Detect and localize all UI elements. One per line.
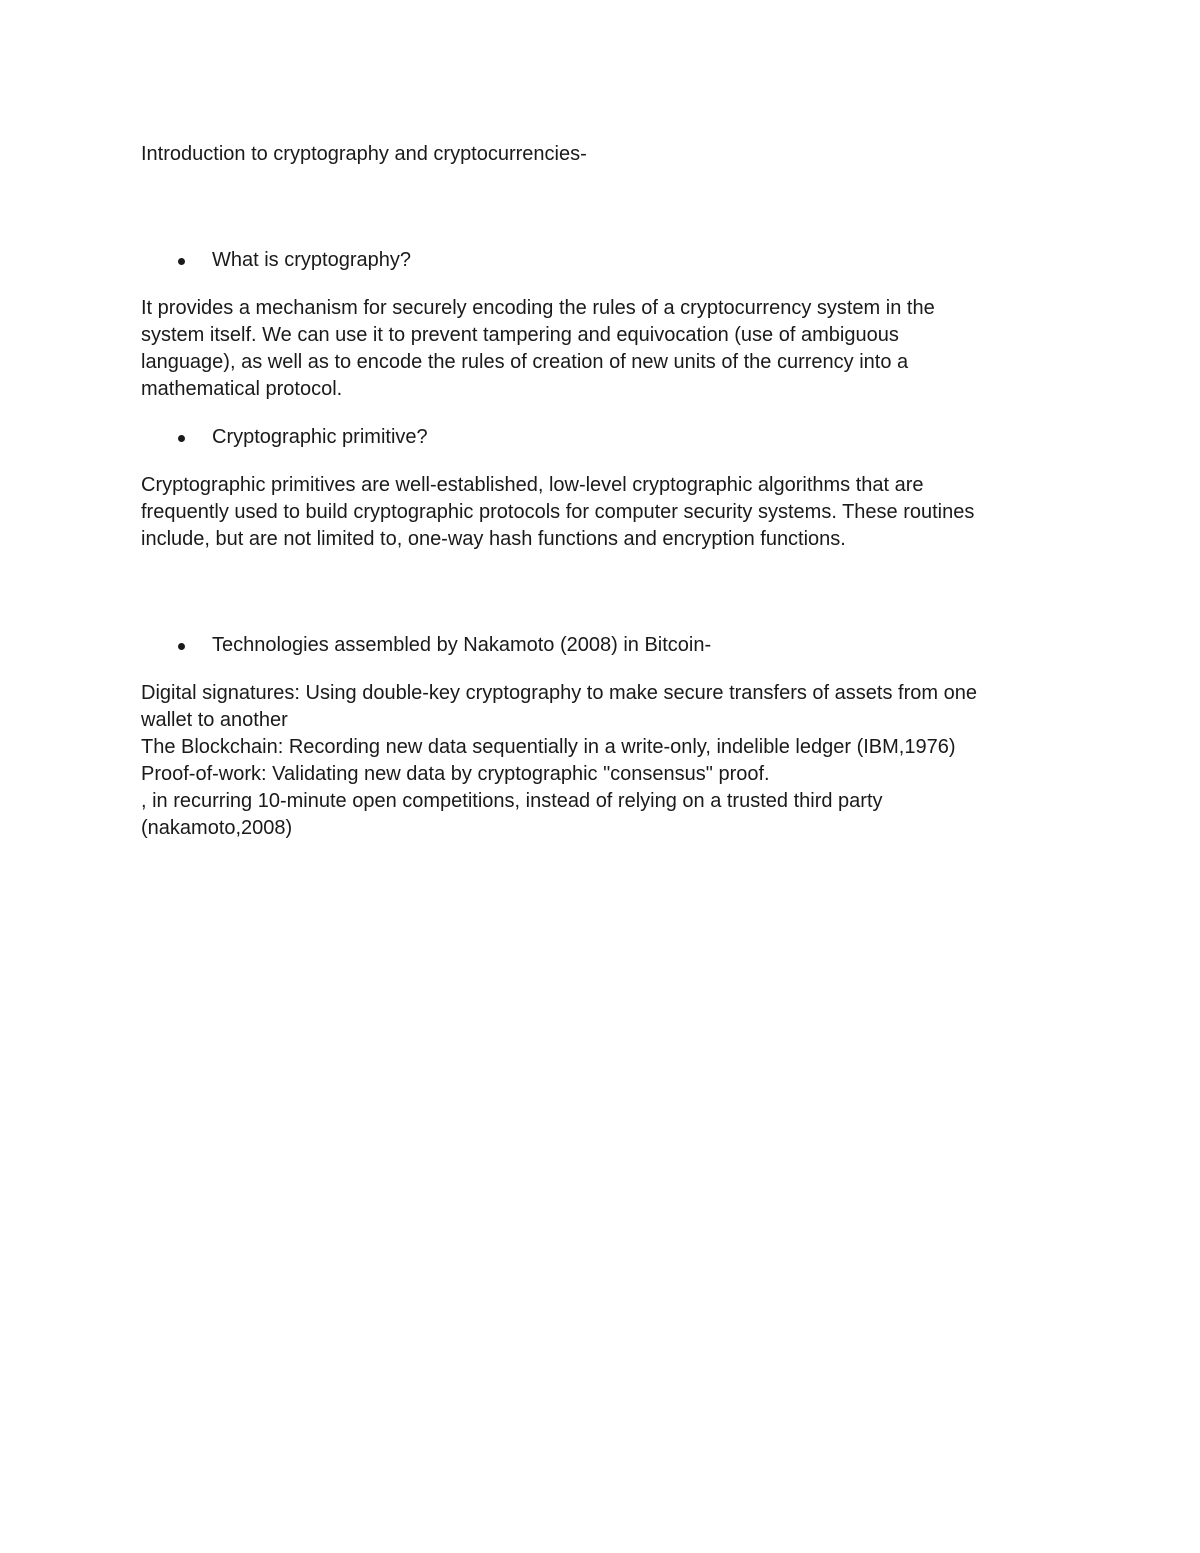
bullet-label: Cryptographic primitive? [212,426,428,448]
paragraph-line: Cryptographic primitives are well-established, low-level cryptographic algorithms that are [141,474,924,496]
bullet-item-nakamoto-technologies [141,632,1061,659]
bullet-label: What is cryptography? [212,249,411,271]
paragraph-cryptographic-primitives [141,472,1061,553]
paragraph-line: language), as well as to encode the rules of creation of new units of the currency into a [141,351,909,373]
bullet-icon [178,258,185,265]
paragraph-cryptography [141,295,1061,403]
paragraph-line: mathematical protocol. [141,378,343,400]
document-title: Introduction to cryptography and cryptocurrencies- [141,143,587,165]
paragraph-line: include, but are not limited to, one-way hash functions and encryption functions. [141,528,846,550]
bullet-icon [178,643,185,650]
paragraph-line: Proof-of-work: Validating new data by cryptographic "consensus" proof. [141,763,770,785]
paragraph-technologies [141,680,1061,842]
paragraph-line: frequently used to build cryptographic protocols for computer security systems. These routines [141,501,975,523]
paragraph-line: The Blockchain: Recording new data sequentially in a write-only, indelible ledger (IBM,1976) [141,736,956,758]
bullet-label: Technologies assembled by Nakamoto (2008) in Bitcoin- [212,634,712,656]
paragraph-line: wallet to another [141,709,288,731]
paragraph-line: , in recurring 10-minute open competitions, instead of relying on a trusted third party [141,790,883,812]
paragraph-line: Digital signatures: Using double-key cryptography to make secure transfers of assets from one [141,682,977,704]
paragraph-line: system itself. We can use it to prevent tampering and equivocation (use of ambiguous [141,324,899,346]
document-content [141,141,1061,842]
bullet-item-what-is-cryptography [141,247,1061,274]
bullet-item-cryptographic-primitive [141,424,1061,451]
bullet-icon [178,435,185,442]
paragraph-line: (nakamoto,2008) [141,817,293,839]
paragraph-line: It provides a mechanism for securely encoding the rules of a cryptocurrency system in the [141,297,935,319]
